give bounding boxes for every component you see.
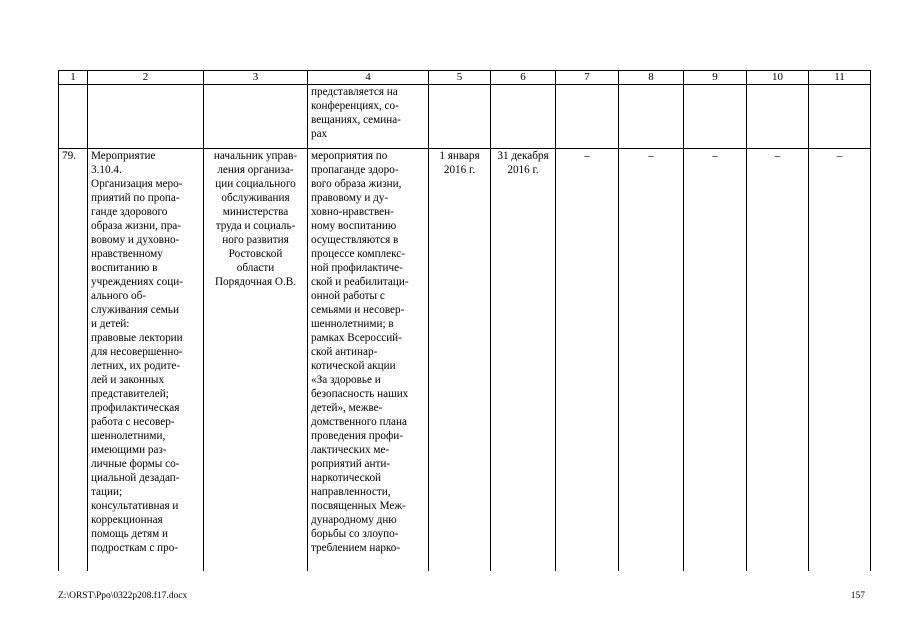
col-number-10: 10	[747, 71, 809, 85]
col-number-4: 4	[308, 71, 429, 85]
measures-table	[58, 70, 871, 571]
col8-value: –	[619, 149, 684, 572]
col-number-3: 3	[204, 71, 308, 85]
empty-cell	[809, 85, 871, 149]
continuation-result-text: представляется на конференциях, со- вещаниях, семина- рах	[308, 85, 429, 149]
event-description: Мероприятие 3.10.4. Организация меро- приятий по пропа- ганде здорового образа жизни, пра- вовому и духовно- нравственному воспитанию в учреждениях соци- ального об- служивания семьи и детей: правовые лектории для несовершенно- летних, их родите- лей и законных представителей; профилактическая работа с несовер- шеннолетними, имеющими раз- личные формы со- циальной дезадап- тации; консультативная и коррекционная помощь детям и подросткам с про-	[88, 149, 204, 572]
empty-cell	[491, 85, 556, 149]
row-number: 79.	[59, 149, 88, 572]
file-path: Z:\ORST\Ppo\0322p208.f17.docx	[58, 591, 188, 601]
empty-cell	[747, 85, 809, 149]
col9-value: –	[684, 149, 747, 572]
col-number-5: 5	[429, 71, 491, 85]
col-number-2: 2	[88, 71, 204, 85]
col-number-7: 7	[556, 71, 619, 85]
col11-value: –	[809, 149, 871, 572]
start-date: 1 января 2016 г.	[429, 149, 491, 572]
empty-cell	[429, 85, 491, 149]
expected-result: мероприятия по пропаганде здоро- вого образа жизни, правовому и ду- ховно-нравствен- ному воспитанию осуществляются в процессе комплекс- ной профилактиче- ской и реабилитаци- онной работы с семьями и несовер- шеннолетними; в рамках Всероссий- ской антинар- котической акции «За здоровье и безопасность наших детей», межве- домственного плана проведения профи- лактических ме- роприятий анти- наркотической направленности, посвященных Меж- дународному дню борьбы со злоупо- треблением нарко-	[308, 149, 429, 572]
empty-cell	[619, 85, 684, 149]
responsible-person: начальник управ- ления организа- ции социального обслуживания министерства труда и социаль- ного развития Ростовской области Порядочная О.В.	[204, 149, 308, 572]
continuation-row	[59, 85, 871, 149]
empty-cell	[204, 85, 308, 149]
column-number-row	[59, 71, 871, 85]
col-number-6: 6	[491, 71, 556, 85]
col-number-1: 1	[59, 71, 88, 85]
empty-cell	[59, 85, 88, 149]
page-number: 157	[850, 591, 865, 601]
empty-cell	[88, 85, 204, 149]
col10-value: –	[747, 149, 809, 572]
empty-cell	[684, 85, 747, 149]
col-number-11: 11	[809, 71, 871, 85]
end-date: 31 декабря 2016 г.	[491, 149, 556, 572]
col-number-8: 8	[619, 71, 684, 85]
col-number-9: 9	[684, 71, 747, 85]
empty-cell	[556, 85, 619, 149]
col7-value: –	[556, 149, 619, 572]
table-row-79	[59, 149, 871, 572]
